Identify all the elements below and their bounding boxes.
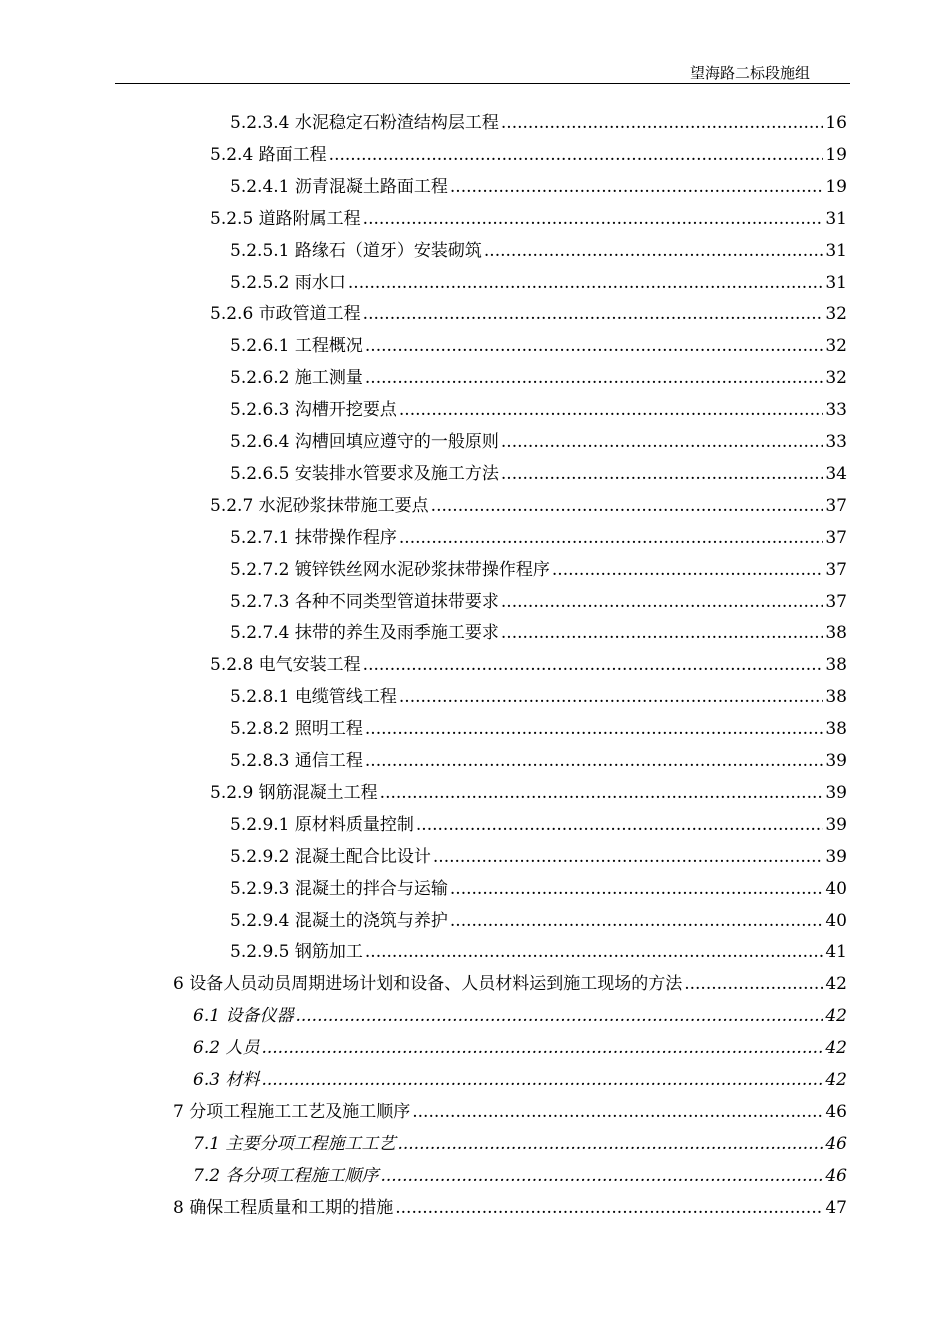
- toc-page-number: 19: [825, 144, 847, 165]
- toc-entry[interactable]: [230, 172, 847, 204]
- toc-page-number: 32: [825, 336, 847, 357]
- toc-leader-dots: [450, 177, 823, 197]
- toc-entry-title: 7 分项工程施工工艺及施工顺序: [173, 1101, 411, 1122]
- toc-entry-title: 5.2.5 道路附属工程: [210, 208, 361, 229]
- toc-entry-title: 5.2.6.5 安装排水管要求及施工方法: [230, 463, 499, 484]
- toc-entry-title: 6.3 材料: [193, 1070, 260, 1090]
- toc-entry[interactable]: [230, 236, 847, 268]
- toc-page-number: 37: [825, 495, 847, 516]
- toc-entry-title: 5.2.9 钢筋混凝土工程: [210, 782, 378, 803]
- toc-entry[interactable]: [230, 810, 847, 842]
- toc-page-number: 31: [825, 272, 847, 293]
- toc-page-number: 37: [825, 591, 847, 612]
- toc-entry-title: 5.2.8.2 照明工程: [230, 719, 363, 740]
- toc-entry-title: 5.2.5.1 路缘石（道牙）安装砌筑: [230, 240, 482, 261]
- toc-entry-title: 5.2.6.4 沟槽回填应遵守的一般原则: [230, 432, 499, 452]
- toc-leader-dots: [552, 560, 823, 580]
- toc-page-number: 32: [825, 368, 847, 389]
- toc-entry[interactable]: [230, 587, 847, 619]
- toc-page-number: 31: [825, 208, 847, 229]
- toc-entry-title: 5.2.8.3 通信工程: [230, 751, 363, 771]
- toc-page-number: 31: [825, 240, 847, 261]
- toc-entry[interactable]: [230, 395, 847, 427]
- toc-leader-dots: [501, 592, 823, 612]
- toc-page-number: 38: [825, 687, 847, 708]
- toc-entry-title: 8 确保工程质量和工期的措施: [173, 1197, 394, 1218]
- toc-page-number: 39: [825, 782, 847, 803]
- toc-leader-dots: [395, 1198, 823, 1218]
- toc-entry[interactable]: [193, 1129, 847, 1161]
- toc-page-number: 42: [825, 1070, 847, 1090]
- toc-leader-dots: [261, 1038, 823, 1058]
- toc-entry[interactable]: [230, 459, 847, 491]
- toc-page-number: 46: [825, 1165, 847, 1186]
- toc-page-number: 38: [825, 719, 847, 740]
- toc-leader-dots: [397, 1134, 823, 1154]
- toc-page-number: 32: [825, 304, 847, 325]
- toc-page-number: 37: [825, 527, 847, 548]
- toc-page-number: 16: [825, 113, 847, 133]
- toc-entry[interactable]: [173, 1193, 847, 1225]
- toc-entry-title: 7.1 主要分项工程施工工艺: [193, 1133, 396, 1154]
- toc-entry-title: 5.2.3.4 水泥稳定石粉渣结构层工程: [230, 113, 499, 133]
- toc-entry-title: 5.2.5.2 雨水口: [230, 272, 346, 293]
- toc-entry[interactable]: [230, 108, 847, 140]
- toc-entry-title: 5.2.7 水泥砂浆抹带施工要点: [210, 495, 429, 516]
- toc-entry[interactable]: [193, 1001, 847, 1033]
- toc-page-number: 38: [825, 655, 847, 676]
- header-divider: [115, 83, 850, 84]
- toc-entry[interactable]: [230, 682, 847, 714]
- toc-entry[interactable]: [230, 523, 847, 555]
- toc-page-number: 40: [825, 878, 847, 899]
- toc-leader-dots: [363, 209, 824, 229]
- toc-page-number: 34: [825, 463, 847, 484]
- toc-page-number: 19: [825, 176, 847, 197]
- toc-page-number: 47: [825, 1197, 847, 1218]
- toc-entry[interactable]: [230, 618, 847, 650]
- toc-entry-title: 5.2.6 市政管道工程: [210, 304, 361, 325]
- toc-leader-dots: [365, 719, 823, 739]
- toc-page-number: 40: [825, 910, 847, 931]
- toc-page-number: 38: [825, 623, 847, 644]
- toc-entry[interactable]: [230, 937, 847, 969]
- toc-entry-title: 6.2 人员: [193, 1038, 260, 1059]
- toc-entry[interactable]: [210, 299, 847, 331]
- toc-page-number: 41: [825, 942, 847, 963]
- toc-page-number: 39: [825, 814, 847, 835]
- toc-entry-title: 7.2 各分项工程施工顺序: [193, 1165, 379, 1186]
- toc-leader-dots: [380, 783, 824, 803]
- toc-entry[interactable]: [193, 1065, 847, 1097]
- toc-page-number: 33: [825, 432, 847, 452]
- toc-entry-title: 5.2.9.1 原材料质量控制: [230, 814, 414, 835]
- toc-leader-dots: [380, 1166, 823, 1186]
- toc-page-number: 42: [825, 1038, 847, 1059]
- toc-leader-dots: [261, 1070, 823, 1090]
- toc-entry-title: 5.2.9.4 混凝土的浇筑与养护: [230, 910, 448, 931]
- toc-leader-dots: [484, 241, 823, 261]
- toc-entry-title: 5.2.6.1 工程概况: [230, 336, 363, 357]
- toc-entry[interactable]: [230, 427, 847, 459]
- toc-entry[interactable]: [230, 746, 847, 778]
- running-header: 望海路二标段施组: [689, 64, 810, 82]
- toc-leader-dots: [363, 655, 824, 675]
- toc-entry-title: 5.2.8 电气安装工程: [210, 655, 361, 676]
- toc-entry[interactable]: [210, 204, 847, 236]
- toc-entry[interactable]: [230, 363, 847, 395]
- toc-leader-dots: [501, 432, 823, 452]
- toc-entry-title: 5.2.7.4 抹带的养生及雨季施工要求: [230, 623, 499, 644]
- toc-leader-dots: [501, 113, 823, 133]
- toc-entry-title: 6.1 设备仪器: [193, 1006, 294, 1027]
- toc-page-number: 37: [825, 559, 847, 580]
- toc-leader-dots: [348, 273, 823, 293]
- toc-leader-dots: [363, 304, 824, 324]
- toc-leader-dots: [412, 1102, 823, 1122]
- toc-page-number: 33: [825, 400, 847, 421]
- toc-entry-title: 5.2.6.2 施工测量: [230, 368, 363, 389]
- toc-leader-dots: [399, 400, 823, 420]
- toc-leader-dots: [399, 528, 823, 548]
- toc-entry[interactable]: [230, 555, 847, 587]
- toc-leader-dots: [365, 751, 823, 771]
- toc-entry[interactable]: [173, 969, 847, 1001]
- toc-leader-dots: [450, 911, 823, 931]
- toc-entry[interactable]: [193, 1161, 847, 1193]
- toc-page-number: 42: [825, 1006, 847, 1027]
- toc-entry-title: 5.2.7.2 镀锌铁丝网水泥砂浆抹带操作程序: [230, 559, 550, 580]
- toc-entry[interactable]: [230, 842, 847, 874]
- toc-entry-title: 5.2.4 路面工程: [210, 144, 327, 165]
- toc-page-number: 39: [825, 846, 847, 867]
- toc-entry-title: 5.2.4.1 沥青混凝土路面工程: [230, 176, 448, 197]
- toc-entry[interactable]: [230, 714, 847, 746]
- toc-leader-dots: [416, 815, 823, 835]
- toc-leader-dots: [365, 368, 823, 388]
- toc-entry-title: 5.2.9.5 钢筋加工: [230, 942, 363, 963]
- toc-entry-title: 5.2.8.1 电缆管线工程: [230, 687, 397, 708]
- toc-leader-dots: [295, 1006, 823, 1026]
- toc-leader-dots: [684, 974, 823, 994]
- toc-leader-dots: [431, 496, 824, 516]
- toc-entry[interactable]: [230, 906, 847, 938]
- toc-entry-title: 5.2.9.2 混凝土配合比设计: [230, 846, 431, 867]
- toc-leader-dots: [399, 687, 823, 707]
- toc-page-number: 46: [825, 1133, 847, 1154]
- toc-entry-title: 5.2.6.3 沟槽开挖要点: [230, 400, 397, 421]
- toc-page-number: 39: [825, 751, 847, 771]
- toc-leader-dots: [501, 464, 823, 484]
- toc-entry[interactable]: [210, 650, 847, 682]
- toc-leader-dots: [365, 942, 823, 962]
- toc-leader-dots: [329, 145, 824, 165]
- toc-entry-title: 5.2.7.3 各种不同类型管道抹带要求: [230, 591, 499, 612]
- toc-entry[interactable]: [210, 491, 847, 523]
- toc-page-number: 46: [825, 1101, 847, 1122]
- toc-entry[interactable]: [230, 874, 847, 906]
- toc-entry-title: 5.2.7.1 抹带操作程序: [230, 527, 397, 548]
- toc-entry-title: 6 设备人员动员周期进场计划和设备、人员材料运到施工现场的方法: [173, 974, 683, 995]
- toc-page-number: 42: [825, 974, 847, 995]
- toc-entry[interactable]: [173, 1097, 847, 1129]
- toc-leader-dots: [450, 879, 823, 899]
- toc-entry[interactable]: [230, 268, 847, 300]
- toc-leader-dots: [501, 623, 823, 643]
- toc-entry-title: 5.2.9.3 混凝土的拌合与运输: [230, 878, 448, 899]
- toc-entry[interactable]: [210, 778, 847, 810]
- toc-leader-dots: [433, 847, 823, 867]
- toc-entry[interactable]: [193, 1033, 847, 1065]
- toc-entry[interactable]: [210, 140, 847, 172]
- toc-entry[interactable]: [230, 331, 847, 363]
- toc-leader-dots: [365, 336, 823, 356]
